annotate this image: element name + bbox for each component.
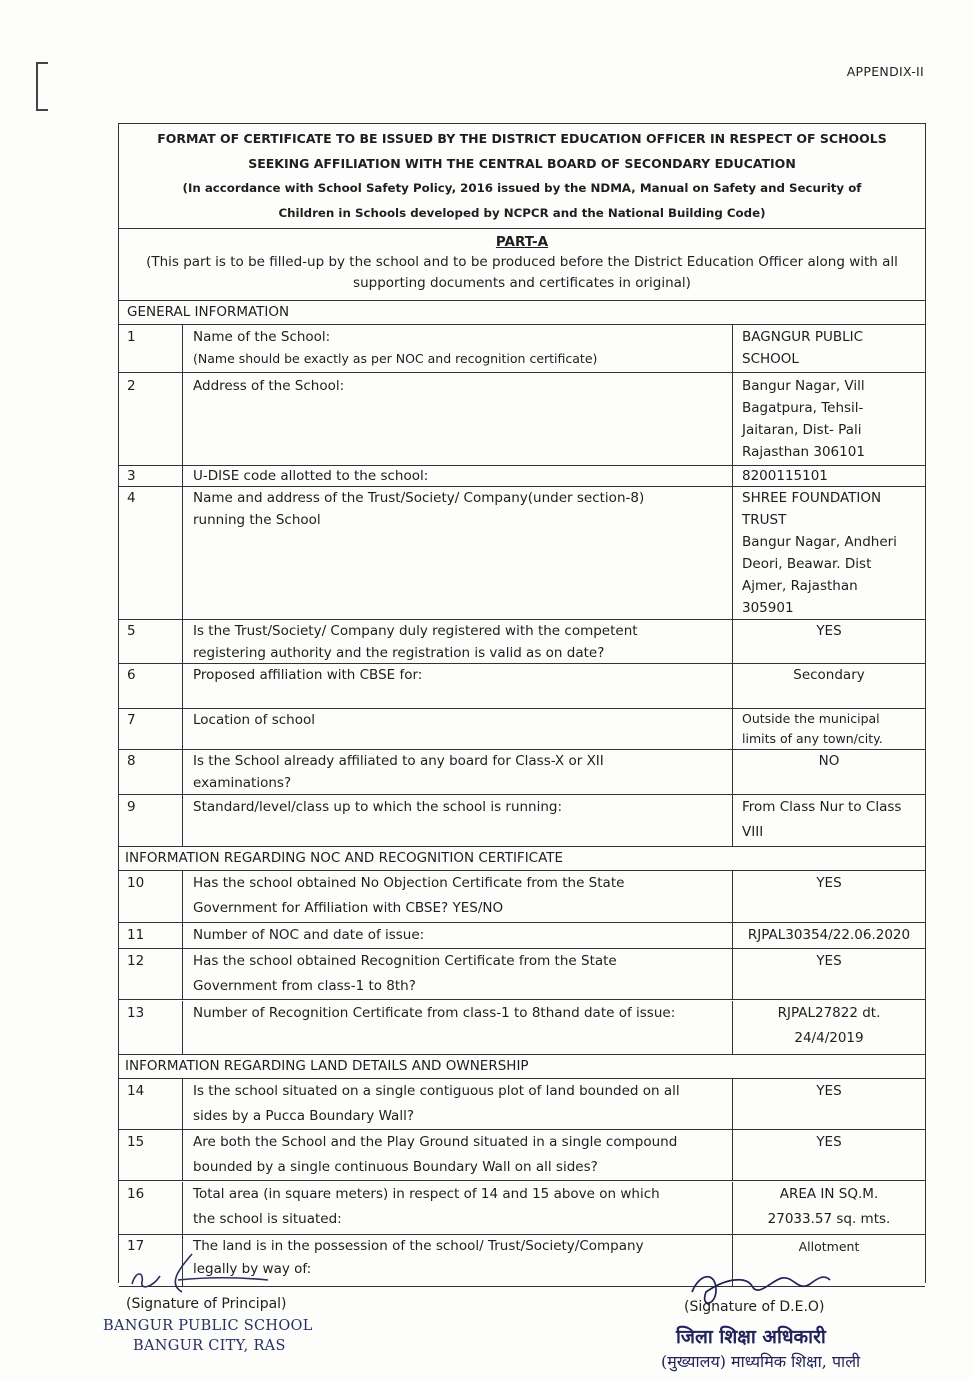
row-question bbox=[183, 871, 733, 922]
principal-caption: (Signature of Principal) bbox=[126, 1296, 287, 1312]
row-question: Number of Recognition Certificate from class-1 to 8thand date of issue: bbox=[183, 1001, 733, 1054]
question-line: sides by a Pucca Boundary Wall? bbox=[193, 1108, 414, 1124]
row-number: 8 bbox=[119, 750, 183, 794]
header-line-2: SEEKING AFFILIATION WITH THE CENTRAL BOARD OF SECONDARY EDUCATION bbox=[248, 156, 796, 171]
row-number: 3 bbox=[119, 466, 183, 486]
section-land: INFORMATION REGARDING LAND DETAILS AND OWNERSHIP bbox=[119, 1055, 925, 1079]
school-stamp-line-1: BANGUR PUBLIC SCHOOL bbox=[103, 1318, 313, 1334]
table-row bbox=[119, 709, 925, 750]
answer-line: BAGNGUR PUBLIC bbox=[742, 329, 864, 345]
row-number: 15 bbox=[119, 1130, 183, 1180]
answer-line: Bangur Nagar, Andheri bbox=[742, 534, 897, 550]
question-line: Government from class-1 to 8th? bbox=[193, 978, 416, 994]
table-row bbox=[119, 373, 925, 466]
question-line: Total area (in square meters) in respect of 14 and 15 above on which bbox=[193, 1186, 660, 1202]
table-row bbox=[119, 750, 925, 795]
deo-stamp-line-2: (मुख्यालय) माध्यमिक शिक्षा, पाली bbox=[661, 1352, 861, 1371]
answer-line: SHREE FOUNDATION bbox=[742, 490, 882, 506]
row-answer: Allotment bbox=[798, 1239, 860, 1254]
row-answer: YES bbox=[816, 875, 842, 891]
row-question: Standard/level/class up to which the school is running: bbox=[183, 795, 733, 846]
margin-bracket bbox=[36, 62, 48, 111]
answer-line: Ajmer, Rajasthan bbox=[742, 578, 858, 594]
row-answer: YES bbox=[816, 1083, 842, 1099]
part-a-block bbox=[119, 229, 925, 301]
question-line: Is the school situated on a single contiguous plot of land bounded on all bbox=[193, 1083, 680, 1099]
question-line: Government for Affiliation with CBSE? YES/NO bbox=[193, 900, 504, 916]
school-stamp-line-2: BANGUR CITY, RAS bbox=[133, 1338, 286, 1354]
question-line: running the School bbox=[193, 512, 321, 528]
row-number: 16 bbox=[119, 1182, 183, 1234]
question-line: Name and address of the Trust/Society/ Company(under section-8) bbox=[193, 490, 645, 506]
certificate-form bbox=[118, 123, 926, 1283]
row-answer: YES bbox=[816, 953, 842, 969]
question-line: Are both the School and the Play Ground situated in a single compound bbox=[193, 1134, 678, 1150]
form-header bbox=[119, 124, 925, 229]
table-row bbox=[119, 795, 925, 847]
row-answer: YES bbox=[816, 623, 842, 639]
table-row bbox=[119, 620, 925, 664]
row-question bbox=[183, 750, 733, 794]
row-number: 6 bbox=[119, 664, 183, 708]
table-row bbox=[119, 466, 925, 487]
answer-line: Outside the municipal bbox=[742, 711, 880, 726]
question-line: Has the school obtained No Objection Certificate from the State bbox=[193, 875, 625, 891]
answer-line: TRUST bbox=[742, 512, 787, 528]
answer-line: Jaitaran, Dist- Pali bbox=[742, 422, 862, 438]
row-question bbox=[183, 620, 733, 663]
table-row bbox=[119, 1000, 925, 1055]
row-answer bbox=[733, 373, 925, 465]
section-noc: INFORMATION REGARDING NOC AND RECOGNITION CERTIFICATE bbox=[119, 847, 925, 871]
row-question bbox=[183, 1182, 733, 1234]
row-number: 11 bbox=[119, 923, 183, 948]
row-question bbox=[183, 1079, 733, 1129]
row-question: Proposed affiliation with CBSE for: bbox=[183, 664, 733, 708]
row-question: U-DISE code allotted to the school: bbox=[183, 466, 733, 486]
table-row bbox=[119, 923, 925, 949]
table-row bbox=[119, 487, 925, 620]
row-answer bbox=[733, 795, 925, 846]
question-line: examinations? bbox=[193, 775, 292, 791]
row-answer bbox=[733, 487, 925, 619]
row-answer: 8200115101 bbox=[742, 468, 828, 484]
row-number: 14 bbox=[119, 1079, 183, 1129]
row-number: 10 bbox=[119, 871, 183, 922]
part-title: PART-A bbox=[495, 234, 549, 250]
question-line: bounded by a single continuous Boundary Wall on all sides? bbox=[193, 1159, 598, 1175]
question-line: Is the School already affiliated to any board for Class-X or XII bbox=[193, 753, 604, 769]
answer-line: AREA IN SQ.M. bbox=[779, 1186, 879, 1202]
row-number: 1 bbox=[119, 325, 183, 372]
answer-line: SCHOOL bbox=[742, 351, 799, 367]
question-line: legally by way of: bbox=[193, 1261, 312, 1277]
row-number: 2 bbox=[119, 373, 183, 465]
row-number: 9 bbox=[119, 795, 183, 846]
table-row bbox=[119, 871, 925, 923]
row-number: 5 bbox=[119, 620, 183, 663]
row-question bbox=[183, 487, 733, 619]
deo-stamp-line-1: जिला शिक्षा अधिकारी bbox=[676, 1326, 826, 1348]
question-line: registering authority and the registration is valid as on date? bbox=[193, 645, 605, 661]
answer-line: Bangur Nagar, Vill bbox=[742, 378, 865, 394]
row-number: 12 bbox=[119, 949, 183, 999]
question-line: Has the school obtained Recognition Certificate from the State bbox=[193, 953, 617, 969]
question-line: Is the Trust/Society/ Company duly registered with the competent bbox=[193, 623, 638, 639]
row-question: Number of NOC and date of issue: bbox=[183, 923, 733, 948]
table-row bbox=[119, 664, 925, 709]
deo-caption: (Signature of D.E.O) bbox=[684, 1299, 825, 1315]
answer-line: 24/4/2019 bbox=[794, 1030, 864, 1046]
row-question bbox=[183, 325, 733, 372]
header-line-4: Children in Schools developed by NCPCR and the National Building Code) bbox=[278, 206, 766, 220]
row-question bbox=[183, 1130, 733, 1180]
answer-line: Bagatpura, Tehsil- bbox=[742, 400, 864, 416]
question-line: The land is in the possession of the school/ Trust/Society/Company bbox=[193, 1238, 644, 1254]
appendix-label: APPENDIX-II bbox=[846, 64, 924, 79]
answer-line: 27033.57 sq. mts. bbox=[767, 1211, 891, 1227]
row-answer: YES bbox=[816, 1134, 842, 1150]
row-question: Address of the School: bbox=[183, 373, 733, 465]
header-line-1: FORMAT OF CERTIFICATE TO BE ISSUED BY THE DISTRICT EDUCATION OFFICER IN RESPECT OF SCHOOLS bbox=[157, 131, 887, 146]
answer-line: From Class Nur to Class bbox=[742, 799, 902, 815]
row-question: Location of school bbox=[183, 709, 733, 749]
row-number: 17 bbox=[119, 1235, 183, 1286]
answer-line: Rajasthan 306101 bbox=[742, 444, 865, 460]
question-note: (Name should be exactly as per NOC and recognition certificate) bbox=[193, 351, 598, 366]
row-answer: Secondary bbox=[793, 667, 865, 683]
section-general: GENERAL INFORMATION bbox=[119, 301, 925, 325]
row-question bbox=[183, 949, 733, 999]
answer-line: limits of any town/city. bbox=[742, 731, 883, 746]
table-row bbox=[119, 1181, 925, 1235]
row-answer: NO bbox=[818, 753, 840, 769]
part-description: (This part is to be filled-up by the school and to be produced before the District Education Officer along with all supporting documents and certificates in original) bbox=[146, 254, 898, 291]
row-answer bbox=[733, 1182, 925, 1234]
row-answer bbox=[733, 1001, 925, 1054]
table-row bbox=[119, 1130, 925, 1181]
row-number: 4 bbox=[119, 487, 183, 619]
table-row bbox=[119, 325, 925, 373]
answer-line: 305901 bbox=[742, 600, 794, 616]
row-answer bbox=[733, 325, 925, 372]
question-text: Name of the School: bbox=[193, 329, 331, 345]
row-answer bbox=[733, 709, 925, 749]
table-row bbox=[119, 949, 925, 1000]
table-row bbox=[119, 1079, 925, 1130]
answer-line: VIII bbox=[742, 824, 764, 840]
row-answer: RJPAL30354/22.06.2020 bbox=[747, 927, 911, 943]
answer-line: Deori, Beawar. Dist bbox=[742, 556, 872, 572]
row-number: 7 bbox=[119, 709, 183, 749]
header-line-3: (In accordance with School Safety Policy, 2016 issued by the NDMA, Manual on Safety and Security of bbox=[182, 181, 862, 195]
question-line: the school is situated: bbox=[193, 1211, 342, 1227]
row-number: 13 bbox=[119, 1001, 183, 1054]
answer-line: RJPAL27822 dt. bbox=[777, 1005, 881, 1021]
